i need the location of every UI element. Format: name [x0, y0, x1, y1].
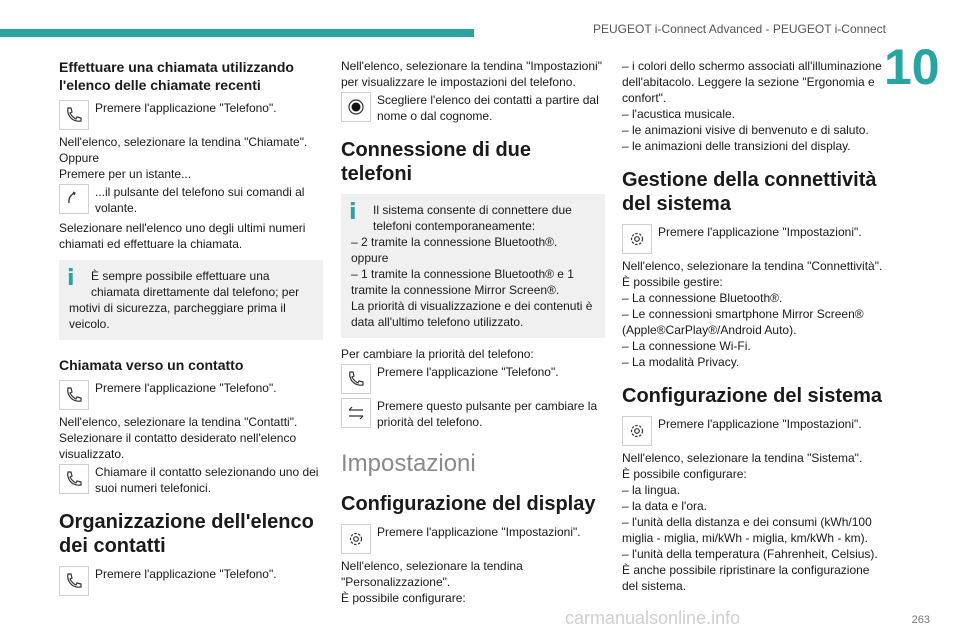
page-header: PEUGEOT i-Connect Advanced - PEUGEOT i-Connect: [592, 22, 886, 36]
chapter-number: 10: [884, 39, 940, 95]
column-2: Nell'elenco, selezionare la tendina "Impostazioni" per visualizzare le impostazioni del telefono. Scegliere l'elenco dei contatti a partire dal nome o dal cognome. Connessione di due telefoni i Il sistema consente di connettere due telefoni contemporaneamente: – 2 tramite la connessione Bluetooth®. oppure – 1 tramite la connessione Bluetooth® e 1 tramite la connessione Mirror Screen®. La priorità di visualizzazione e dei contenuti è data all'ultimo telefono utilizzato. Per cambiare la priorità del telefono: Premere l'applicazione "Telefono". Premere questo pulsante per cambiare la priorità del telefono. Impostazioni Configurazione del display Premere l'applicazione "Impostazioni". Nell'elenco, selezionare la tendina "Personalizzazione". È possibile configurare:: [341, 58, 605, 606]
heading-display-config: Configurazione del display: [341, 493, 596, 515]
heading-two-phones: Connessione di due telefoni: [341, 139, 532, 185]
steering-phone-icon: [59, 184, 89, 214]
heading-settings: Impostazioni: [341, 450, 476, 477]
info-box: i Il sistema consente di connettere due telefoni contemporaneamente: – 2 tramite la connessione Bluetooth®. oppure – 1 tramite la connessione Bluetooth® e 1 tramite la connessione Mirror Screen®. La priorità di visualizzazione e dei contenuti è data all'ultimo telefono utilizzato.: [341, 194, 605, 338]
column-1: Effettuare una chiamata utilizzando l'elenco delle chiamate recenti Premere l'applicazione "Telefono". Nell'elenco, selezionare la tendina "Chiamate". Oppure Premere per un istante... ...il pulsante del telefono sui comandi al volante. Selezionare nell'elenco uno degli ultimi numeri chiamati ed effettuare la chiamata. i È sempre possibile effettuare una chiamata direttamente dal telefono; per motivi di sicurezza, parcheggiare prima il veicolo. Chiamata verso un contatto Premere l'applicazione "Telefono". Nell'elenco, selezionare la tendina "Contatti". Selezionare il contatto desiderato nell'elenco visualizzato. Chiamare il contatto selezionando uno dei suoi numeri telefonici. Organizzazione dell'elenco dei contatti Premere l'applicazione "Telefono".: [59, 58, 323, 600]
step-row: Premere l'applicazione "Telefono".: [59, 566, 323, 596]
step-row: Premere l'applicazione "Impostazioni".: [341, 524, 605, 554]
swap-arrows-icon: [341, 398, 371, 428]
step-row: Premere l'applicazione "Telefono".: [59, 100, 323, 130]
step-row: Premere l'applicazione "Impostazioni".: [622, 416, 888, 446]
heading-connectivity: Gestione della connettività del sistema: [622, 169, 877, 215]
step-row: Chiamare il contatto selezionando uno dei suoi numeri telefonici.: [59, 464, 323, 496]
gear-icon: [622, 224, 652, 254]
phone-icon: [59, 100, 89, 130]
step-row: Premere l'applicazione "Telefono".: [59, 380, 323, 410]
step-row: Scegliere l'elenco dei contatti a partire dal nome o dal cognome.: [341, 92, 605, 124]
page-number: 263: [911, 614, 930, 626]
info-box: i È sempre possibile effettuare una chiamata direttamente dal telefono; per motivi di sicurezza, parcheggiare prima il veicolo.: [59, 260, 323, 340]
step-row: Premere l'applicazione "Telefono".: [341, 364, 605, 394]
watermark: carmanualsonline.info: [565, 608, 741, 628]
phone-icon: [59, 566, 89, 596]
heading-organize-contacts: Organizzazione dell'elenco dei contatti: [59, 511, 314, 557]
gear-icon: [622, 416, 652, 446]
gear-icon: [341, 524, 371, 554]
heading-recent-calls: Effettuare una chiamata utilizzando l'elenco delle chiamate recenti: [59, 59, 294, 93]
column-3: – i colori dello schermo associati all'illuminazione dell'abitacolo. Leggere la sezione "Ergonomia e confort". – l'acustica musicale. – le animazioni visive di benvenuto e di saluto. – le animazioni delle transizioni del display. Gestione della connettività del sistema Premere l'applicazione "Impostazioni". Nell'elenco, selezionare la tendina "Connettività". È possibile gestire: – La connessione Bluetooth®. – Le connessioni smartphone Mirror Screen® (Apple®CarPlay®/Android Auto). – La connessione Wi-Fi. – La modalità Privacy. Configurazione del sistema Premere l'applicazione "Impostazioni". Nell'elenco, selezionare la tendina "Sistema". È possibile configurare: – la lingua. – la data e l'ora. – l'unità della distanza e dei consumi (kWh/100 miglia - miglia, mi/kWh - miglia, km/kWh - km). – l'unità della temperatura (Fahrenheit, Celsius). È anche possibile ripristinare la configurazione del sistema.: [622, 58, 888, 594]
step-row: ...il pulsante del telefono sui comandi al volante.: [59, 184, 323, 216]
phone-icon: [341, 364, 371, 394]
info-icon: i: [67, 266, 75, 291]
phone-icon: [59, 380, 89, 410]
heading-call-contact: Chiamata verso un contatto: [59, 357, 244, 373]
heading-system-config: Configurazione del sistema: [622, 385, 883, 407]
radio-button-icon: [341, 92, 371, 122]
step-row: Premere questo pulsante per cambiare la priorità del telefono.: [341, 398, 605, 430]
info-icon: i: [349, 200, 357, 225]
step-row: Premere l'applicazione "Impostazioni".: [622, 224, 888, 254]
phone-icon: [59, 464, 89, 494]
